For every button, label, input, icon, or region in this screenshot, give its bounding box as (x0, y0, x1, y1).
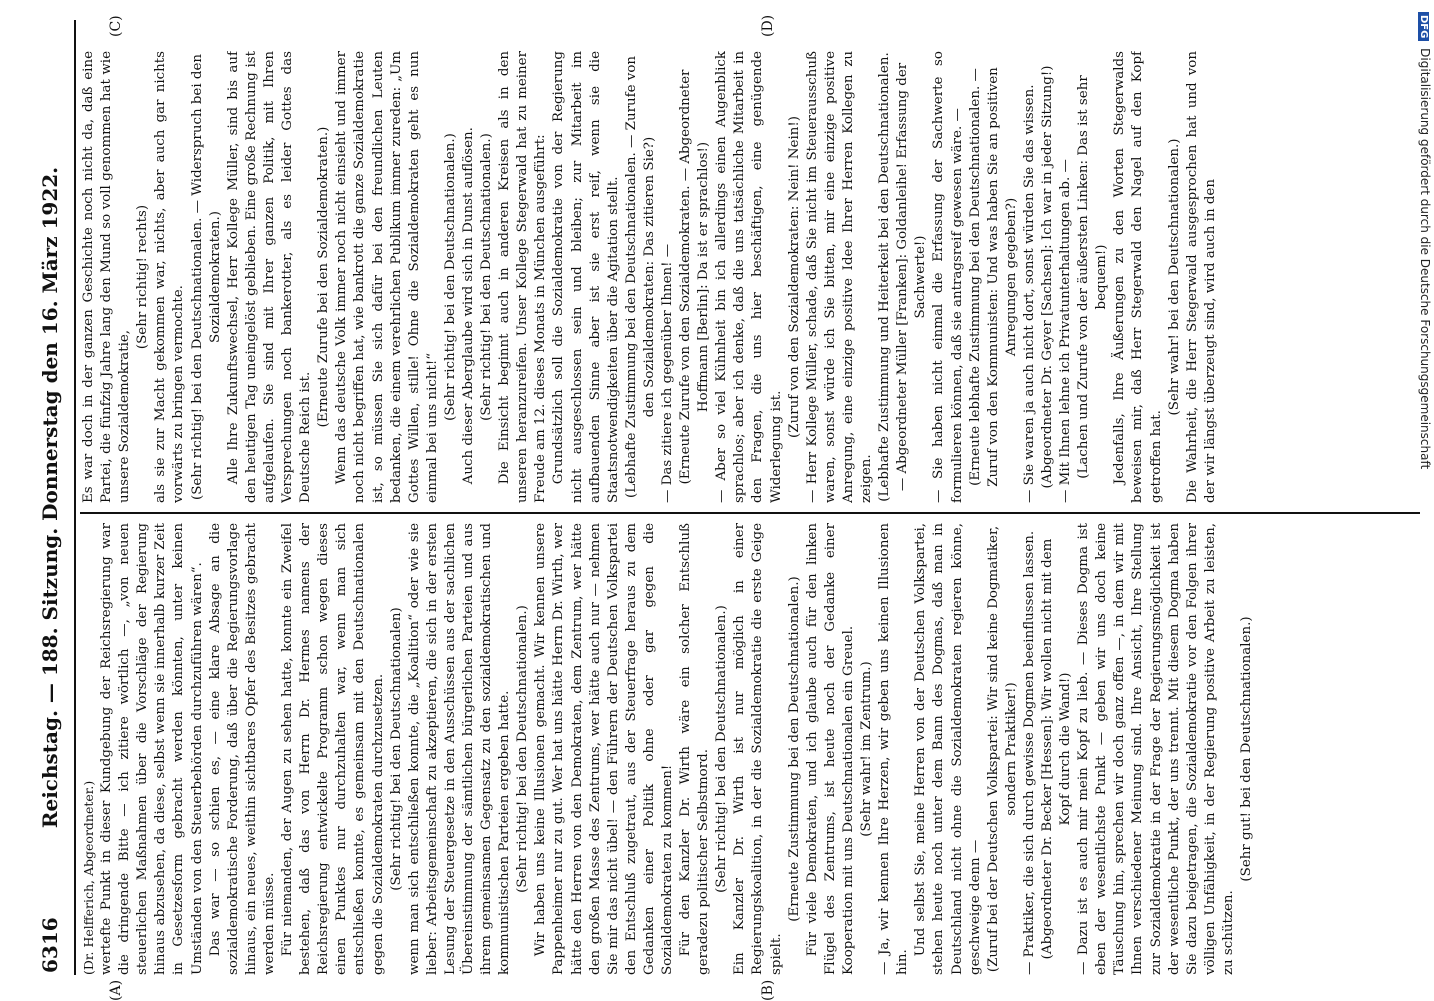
interjection: (Lebhafte Zustimmung bei den Deutschnationalen. — Zurufe von den Sozialdemokraten: Das zitieren Sie?) (623, 55, 657, 499)
margin-mark-a: (A) (108, 979, 124, 1001)
paragraph: — Sie waren ja auch nicht dort, sonst würden Sie das wissen. (1021, 84, 1037, 503)
paragraph: — Dazu ist es auch mir mein Kopf zu lieb. — Dieses Dogma ist eben der wesentlichste Punkt — geben wir uns doch keine Täuschung hin, sprechen wir doch ganz offen —, in dem wir mit Ihnen verschiedener Meinung sind. Ihre Ansicht, Ihre Stellung zur Sozialdemokratie in der Frage der Regierungsmöglichkeit ist der wesentliche Punkt, der uns trennt. Mit diesem Dogma haben Sie dazu beigetragen, die Sozialdemokratie vor den Folgen ihrer völligen Unfähigkeit, in der Regierung positive Arbeit zu leisten, zu schützen. (1076, 523, 1236, 975)
paragraph: wenn man sich entschließen konnte, die „Koalition“ oder wie sie lieber: Arbeitsgemeinschaft zu akzeptieren, die sich in der ersten Lesung der Steuergesetze in den Ausschüssen aus der sachlichen Übereinstimmung der sämtlichen bürgerlichen Parteien und aus ihrem gemeinsamen Gegensatz zu den sozialdemokratischen und kommunistischen Parteien ergeben hatte. (406, 523, 513, 975)
interjection: (Sehr wahr! bei den Deutschnationalen.) (1166, 138, 1182, 416)
page-title: Reichstag. — 188. Sitzung. Donnerstag den 16. März 1922. (38, 166, 62, 829)
paragraph: Für viele Demokraten, und ich glaube auch für den linken Flügel des Zentrums, ist heute noch der Gedanke einer Kooperation mit uns Deutschnationalen ein Greuel. (804, 523, 856, 975)
interjection: (Erneute Zurufe von den Sozialdemokraten. — Abgeordneter Hoffmann [Berlin]: Da ist er sprachlos!) (678, 69, 712, 485)
paragraph: Das war — so schien es, — eine klare Absage an die sozialdemokratische Forderung, daß über die Regierungsvorlage hinaus, ein neues, weithin sichtbares Opfer des Besitzes gebracht werden müsse. (207, 523, 277, 975)
interjection: (Erneute Zustimmung bei den Deutschnationalen.) (786, 576, 802, 922)
interjection: (Sehr richtig! bei den Deutschnationalen. — Widerspruch bei den Sozialdemokraten.) (189, 54, 223, 501)
digitization-credit (1412, 0, 1434, 1000)
page-number: 6316 (38, 917, 62, 973)
margin-mark-c: (C) (108, 15, 124, 37)
paragraph: Jedenfalls, Ihre Äußerungen zu den Worten Stegerwalds beweisen mir, daß Herr Stegerwald den Nagel auf den Kopf getroffen hat. (1112, 51, 1164, 503)
paragraph: — Aber so viel Kühnheit bin ich allerdings einen Augenblick sprachlos; aber ich denke, daß die uns tatsächliche Mitarbeit in den Fragen, die uns hier beschäftigen, eine genügende Widerlegung ist. (714, 51, 784, 503)
paragraph: Auch dieser Aberglaube wird sich in Dunst auflösen. (460, 127, 476, 485)
right-column (80, 51, 1420, 503)
speaker-line: (Dr. Helfferich, Abgeordneter.) (81, 780, 96, 975)
paragraph: Für niemanden, der Augen zu sehen hatte, konnte ein Zweifel bestehen, daß das von Herrn Dr. Hermes namens der Reichsregierung entwickelte Programm schon wegen dieses einen Punktes nur durchzuhalten war, wenn man sich entschließen konnte, es gemeinsam mit den Deutschnationalen gegen die Sozialdemokraten durchzusetzen. (280, 523, 386, 975)
quotation: Grundsätzlich soll die Sozialdemokratie von der Regierung nicht ausgeschlossen sein und bleiben; zur Mitarbeit im aufbauenden Sinne aber ist sie erst reif, wenn sie die Staatsnotwendigkeiten über die Agitation stellt. (551, 51, 621, 503)
paragraph: — Ja, wir kennen Ihre Herzen, wir geben uns keinen Illusionen hin. (877, 523, 911, 975)
interjection: (Sehr richtig! bei den Deutschnationalen.) (714, 605, 730, 893)
paragraph: als sie zur Macht gekommen war, nichts, aber auch gar nichts vorwärts zu bringen vermochte. (153, 51, 187, 503)
paragraph: Die Einsicht beginnt auch in anderen Kreisen als in den unseren heranzureifen. Unser Kollege Stegerwald hat zu meiner Freude am 12. dieses Monats in München ausgeführt: (497, 51, 549, 503)
interjection: (Abgeordneter Dr. Becker [Hessen]: Wir wollen nicht mit dem Kopf durch die Wand!) (1039, 538, 1074, 960)
paragraph: Wir haben uns keine Illusionen gemacht. Wir kennen unsere Pappenheimer nur zu gut. Wer hat uns hätte Herrn Dr. Wirth, wer hätte den Herren von den Demokraten, dem Zentrum, wer hätte den großen Masse des Zentrums, wer hätte auch nur — nehmen Sie mir das nicht übel! — den Führern der Deutschen Volkspartei den Entschluß zugetraut, aus der Steuerfrage heraus zu dem Gedanken einer Politik ohne oder gar gegen die Sozialdemokraten zu kommen! (533, 523, 675, 975)
paragraph: Ein Kanzler Dr. Wirth ist nur möglich in einer Regierungskoalition, in der die Sozialdemokratie die erste Geige spielt. (732, 523, 784, 975)
credit-text: Digitalisierung gefördert durch die Deutsche Forschungsgemeinschaft (1418, 48, 1432, 470)
paragraph: — Herr Kollege Müller, schade, daß Sie nicht im Steuerausschuß waren, sonst würde ich Sie bitten, mir eine einzige positive Anregung, eine einzige positive Idee Ihrer Herren Kollegen zu zeigen. (804, 51, 875, 503)
paragraph: — Praktiker, die sich durch gewisse Dogmen beeinflussen lassen. (1021, 530, 1037, 975)
interjection: (Lachen und Zurufe von der äußersten Linken: Das ist sehr bequem!) (1076, 75, 1110, 479)
interjection: (Sehr richtig! bei den Deutschnationalen.) (515, 605, 531, 893)
interjection: (Lebhafte Zustimmung und Heiterkeit bei den Deutschnationalen. — Abgeordneter Müller [Franken]: Goldanleihe! Erfassung der Sachwerte!) (877, 52, 929, 502)
paragraph: Die Wahrheit, die Herr Stegerwald ausgesprochen hat und von der wir längst überzeugt sind, wird auch in den (1184, 51, 1218, 503)
interjection: (Sehr wahr! im Zentrum.) (859, 661, 875, 837)
paragraph: Es war doch in der ganzen Geschichte noch nicht da, daß eine Partei, die fünfzig Jahre lang den Mund so voll genommen hat wie unsere Sozialdemokratie, (81, 51, 133, 503)
paragraph: — Sie haben nicht einmal die Erfassung der Sachwerte so formulieren können, daß sie antragsreif gewesen wäre. — (931, 51, 965, 503)
page-header (30, 20, 76, 975)
interjection: (Abgeordneter Dr. Geyer [Sachsen]: Ich war in jeder Sitzung!) (1039, 65, 1055, 489)
interjection: (Zuruf von den Sozialdemokraten: Nein! Nein!) (786, 116, 802, 438)
interjection: (Erneute lebhafte Zustimmung bei den Deutschnationalen. — Zuruf von den Kommunisten: Und was haben Sie an positiven Anregungen gegeben?) (967, 67, 1019, 487)
column-divider (80, 512, 1420, 514)
paragraph: Wenn das deutsche Volk immer noch nicht einsieht und immer noch nicht begriffen hat, wie bankrott die ganze Sozialdemokratie ist, so müssen Sie sich dafür bei den freundlichen Leuten bedanken, die einem verehrlichen Publikum immer zureden: „Um Gottes Willen, stille! Ohne die Sozialdemokraten geht es nun einmal bei uns nicht!“ (334, 51, 440, 503)
interjection: (Sehr richtig! bei den Deutschnationalen) (388, 607, 404, 891)
credit-line (1418, 12, 1432, 469)
margin-mark-d: (D) (760, 14, 776, 37)
interjection: (Sehr richtig! bei den Deutschnationalen.) (442, 133, 458, 421)
paragraph: wertefte Punkt in dieser Kundgebung der Reichsregierung war die dringende Bitte — ich zitiere wörtlich —, „von neuen steuerlichen Maßnahmen über die Vorschläge der Regierung hinaus abzusehen, da diese, selbst wenn sie innerhalb kurzer Zeit in Gesetzesform gebracht werden könnten, unter keinen Umständen von den Steuerbehörden durchzuführen wären“. (99, 523, 205, 975)
paragraph: — Mit Ihnen lehne ich Privatunterhaltungen ab. — (1058, 159, 1074, 503)
paragraph: Alle Ihre Zukunftswechsel, Herr Kollege Müller, sind bis auf den heutigen Tag uneingelöst geblieben. Eine große Rechnung ist aufgelaufen. Sie sind mit Ihrer ganzen Politik, mit Ihren Versprechungen noch bankerotter, als es leider Gottes das Deutsche Reich ist. (225, 51, 314, 503)
interjection: (Sehr gut! bei den Deutschnationalen.) (1239, 616, 1254, 882)
left-column (80, 523, 1420, 975)
dfg-logo: DFG (1418, 12, 1429, 41)
interjection: (Zuruf bei der Deutschen Volkspartei: Wir sind keine Dogmatiker, sondern Praktiker!) (985, 525, 1019, 973)
interjection: (Sehr richtig! rechts) (135, 204, 151, 350)
interjection: (Sehr richtig! bei den Deutschnationalen.) (479, 133, 495, 421)
paragraph: Und selbst Sie, meine Herren von der Deutschen Volkspartei, stehen heute noch unter dem Bann des Dogmas, daß man in Deutschland nicht ohne die Sozialdemokraten regieren könne, geschweige denn — (913, 523, 983, 975)
paragraph: — Das zitiere ich gegenüber Ihnen! — (660, 243, 675, 503)
paragraph: Für den Kanzler Dr. Wirth wäre ein solcher Entschluß geradezu politischer Selbstmord. (678, 523, 712, 975)
interjection: (Erneute Zurufe bei den Sozialdemokraten.) (316, 126, 332, 428)
margin-mark-b: (B) (760, 979, 776, 1001)
rotated-page (30, 14, 1430, 1001)
